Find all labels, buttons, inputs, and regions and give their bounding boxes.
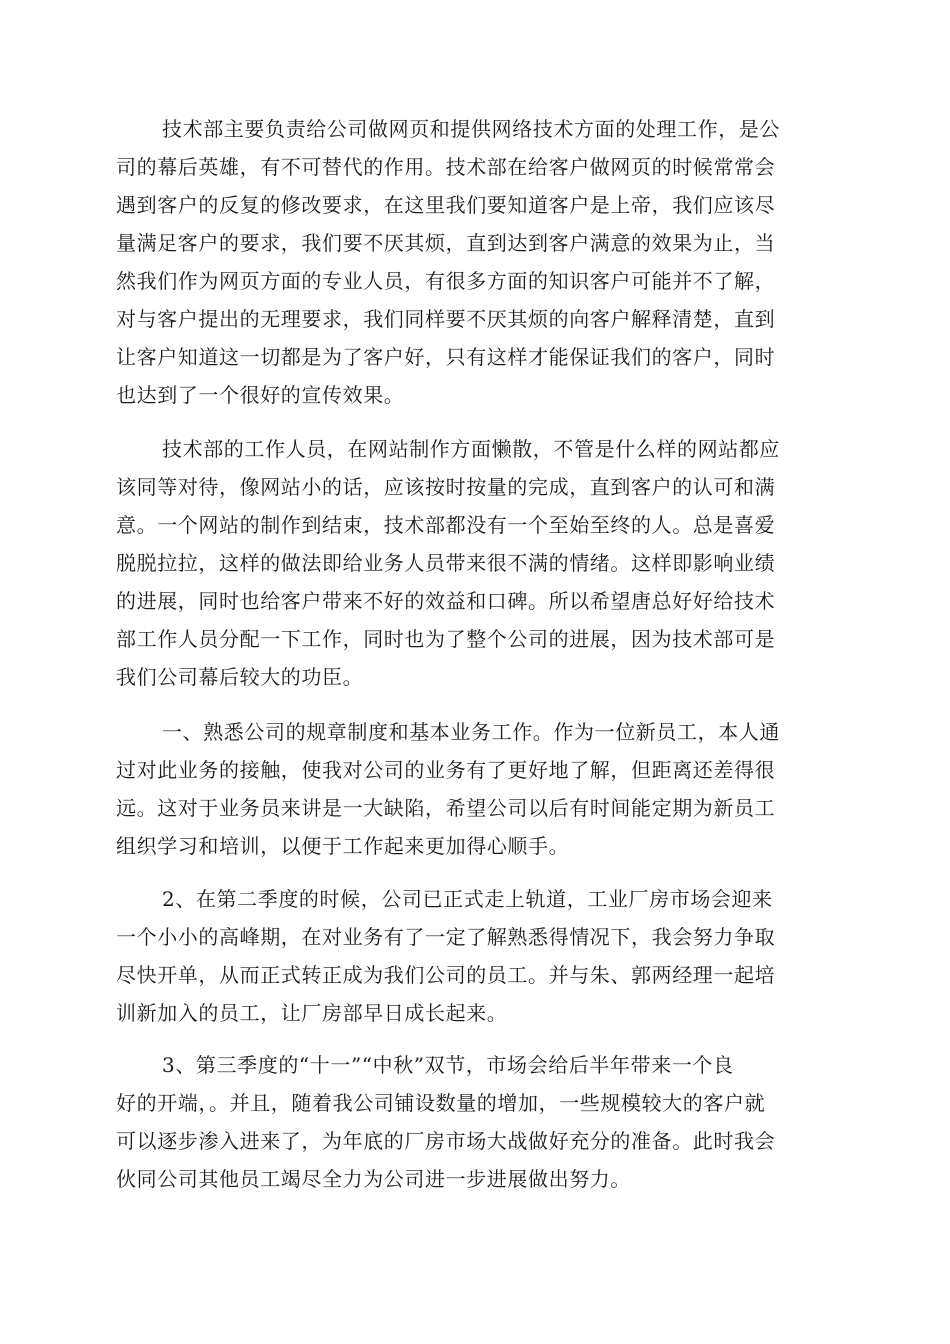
- paragraph-line: 训新加入的员工，让厂房部早日成长起来。: [116, 1001, 508, 1025]
- paragraph-line: 组织学习和培训，以便于工作起来更加得心顺手。: [116, 834, 570, 858]
- paragraph-line: 可以逐步渗入进来了，为年底的厂房市场大战做好充分的准备。此时我会: [116, 1129, 776, 1153]
- paragraph-line: 的进展，同时也给客户带来不好的效益和口碑。所以希望唐总好好给技术: [116, 589, 776, 613]
- paragraph-line: 尽快开单，从而正式转正成为我们公司的员工。并与朱、郭两经理一起培: [116, 963, 776, 987]
- paragraph-line: 伙同公司其他员工竭尽全力为公司进一步进展做出努力。: [116, 1167, 631, 1191]
- paragraph-line: 意。一个网站的制作到结束，技术部都没有一个至始至终的人。总是喜爱: [116, 513, 776, 537]
- paragraph-line: 司的幕后英雄，有不可替代的作用。技术部在给客户做网页的时候常常会: [116, 155, 776, 179]
- paragraph-point-one: [116, 713, 780, 865]
- paragraph-line: 也达到了一个很好的宣传效果。: [116, 383, 405, 407]
- paragraph-line: 我们公司幕后较大的功臣。: [116, 665, 364, 689]
- paragraph-line: 然我们作为网页方面的专业人员，有很多方面的知识客户可能并不了解，: [116, 269, 776, 293]
- paragraph-line: 一、熟悉公司的规章制度和基本业务工作。作为一位新员工，本人通: [162, 720, 780, 744]
- paragraph-line: 3、第三季度的“十一”“中秋”双节，市场会给后半年带来一个良: [162, 1053, 734, 1077]
- paragraph-point-two: [116, 880, 775, 1032]
- paragraph-line: 2、在第二季度的时候，公司已正式走上轨道，工业厂房市场会迎来: [162, 887, 773, 911]
- paragraph-line: 好的开端，。并且，随着我公司铺设数量的增加，一些规模较大的客户就: [116, 1091, 766, 1115]
- paragraph-line: 让客户知道这一切都是为了客户好，只有这样才能保证我们的客户，同时: [116, 345, 776, 369]
- paragraph-line: 脱脱拉拉，这样的做法即给业务人员带来很不满的情绪。这样即影响业绩: [116, 551, 776, 575]
- paragraph-line: 对与客户提出的无理要求，我们同样要不厌其烦的向客户解释清楚，直到: [116, 307, 776, 331]
- paragraph-technical-staff-issues: [116, 430, 780, 696]
- paragraph-line: 技术部主要负责给公司做网页和提供网络技术方面的处理工作，是公: [162, 117, 780, 141]
- paragraph-line: 技术部的工作人员，在网站制作方面懒散，不管是什么样的网站都应: [162, 437, 780, 461]
- paragraph-line: 量满足客户的要求，我们要不厌其烦，直到达到客户满意的效果为止，当: [116, 231, 776, 255]
- paragraph-technical-department-role: [116, 110, 780, 414]
- paragraph-point-three: [116, 1046, 775, 1198]
- paragraph-line: 远。这对于业务员来讲是一大缺陷，希望公司以后有时间能定期为新员工: [116, 796, 776, 820]
- paragraph-line: 过对此业务的接触，使我对公司的业务有了更好地了解，但距离还差得很: [116, 758, 776, 782]
- paragraph-line: 遇到客户的反复的修改要求，在这里我们要知道客户是上帝，我们应该尽: [116, 193, 776, 217]
- paragraph-line: 一个小小的高峰期，在对业务有了一定了解熟悉得情况下，我会努力争取: [116, 925, 776, 949]
- paragraph-line: 该同等对待，像网站小的话，应该按时按量的完成，直到客户的认可和满: [116, 475, 776, 499]
- paragraph-line: 部工作人员分配一下工作，同时也为了整个公司的进展，因为技术部可是: [116, 627, 776, 651]
